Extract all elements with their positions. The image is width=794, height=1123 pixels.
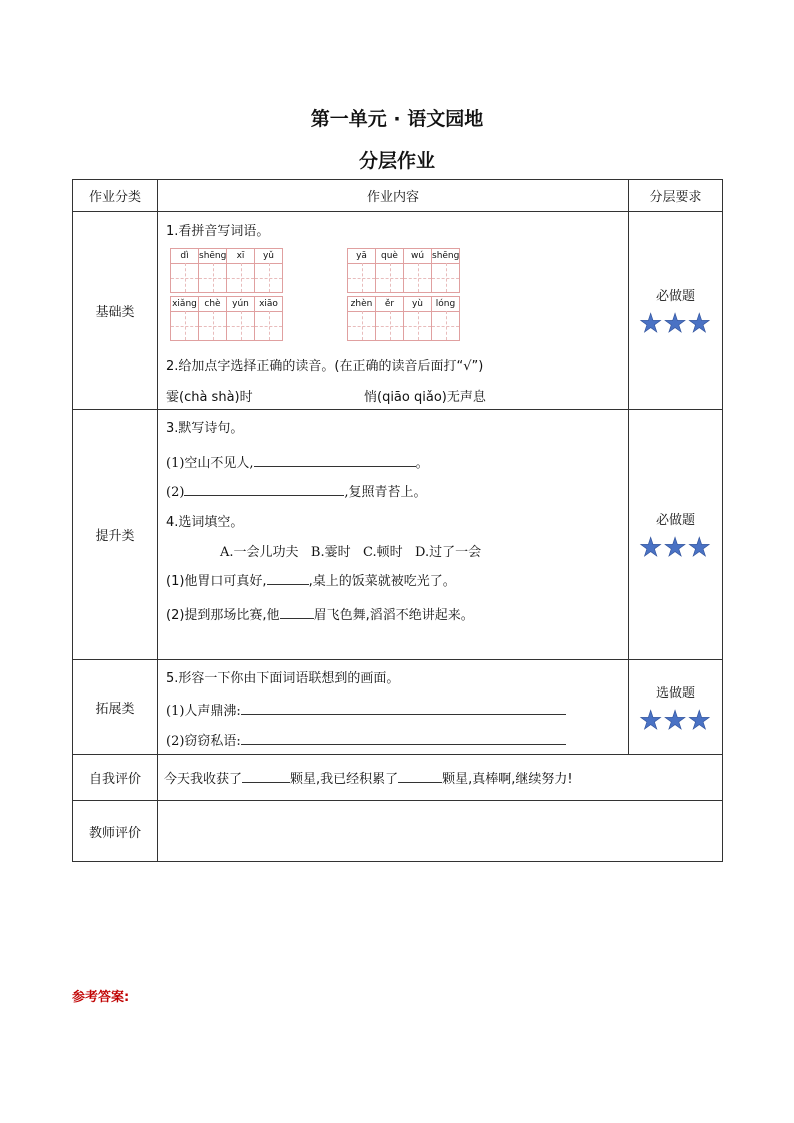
extended-requirement — [629, 660, 723, 755]
pinyin-label: xī — [227, 249, 254, 264]
pinyin-label: zhèn — [348, 297, 375, 312]
question-5: 5.形容一下你由下面词语联想到的画面。 — [166, 671, 400, 686]
question-1: 1.看拼音写词语。 — [166, 224, 270, 239]
tianzige-cell — [431, 248, 460, 293]
question-3b — [166, 481, 427, 500]
question-4b-prefix: (2)提到那场比赛,他 — [166, 608, 280, 623]
pinyin-label: yǔ — [255, 249, 282, 264]
pinyin-label: què — [376, 249, 403, 264]
pinyin-label: shēng — [199, 249, 226, 264]
self-eval-row — [73, 755, 723, 801]
homework-table — [72, 179, 723, 862]
pinyin-label: yún — [227, 297, 254, 312]
question-4b-suffix: 眉飞色舞,滔滔不绝讲起来。 — [313, 608, 474, 623]
tianzige-cell — [198, 296, 227, 341]
self-eval-category: 自我评价 — [73, 755, 158, 801]
star-rating-icon: ★★★ — [639, 533, 712, 563]
header-content: 作业内容 — [158, 180, 629, 212]
self-eval-text3: 颗星,真棒啊,继续努力! — [442, 772, 573, 787]
header-row — [73, 180, 723, 212]
pinyin-label: shēng — [432, 249, 459, 264]
answer-key-label: 参考答案: — [72, 990, 130, 1005]
extended-row — [73, 660, 723, 755]
question-4a — [166, 570, 456, 589]
question-5b — [166, 730, 566, 749]
answer-blank — [398, 770, 442, 783]
basic-content — [158, 212, 629, 410]
answer-blank — [241, 732, 566, 745]
tianzige-cell — [431, 296, 460, 341]
tianzige-cell — [254, 296, 283, 341]
tianzige-cell — [347, 296, 376, 341]
pinyin-grid — [170, 248, 282, 293]
tianzige-cell — [226, 248, 255, 293]
question-2a: 霎(chà shà)时 — [166, 390, 253, 405]
pinyin-grid — [347, 296, 459, 341]
pinyin-grid — [347, 248, 459, 293]
question-3: 3.默写诗句。 — [166, 421, 244, 436]
question-3a-suffix: 。 — [415, 456, 429, 471]
answer-blank — [242, 770, 290, 783]
advanced-category: 提升类 — [73, 410, 158, 660]
question-3a-prefix: (1)空山不见人, — [166, 456, 254, 471]
question-3b-suffix: ,复照青苔上。 — [344, 485, 427, 500]
question-2b: 悄(qiāo qiǎo)无声息 — [364, 390, 486, 405]
question-5b-label: (2)窃窃私语: — [166, 734, 241, 749]
question-5a — [166, 700, 566, 719]
pinyin-label: wú — [404, 249, 431, 264]
answer-blank — [280, 606, 314, 619]
teacher-eval-content — [158, 801, 723, 862]
word-options: A.一会儿功夫 B.霎时 C.顿时 D.过了一会 — [220, 545, 482, 560]
pinyin-label: ěr — [376, 297, 403, 312]
tianzige-cell — [403, 296, 432, 341]
pinyin-label: lóng — [432, 297, 459, 312]
answer-blank — [241, 702, 566, 715]
question-3b-prefix: (2) — [166, 485, 185, 500]
advanced-content — [158, 410, 629, 660]
extended-content — [158, 660, 629, 755]
header-requirement: 分层要求 — [629, 180, 723, 212]
answer-blank — [184, 483, 344, 496]
question-3a — [166, 452, 429, 471]
advanced-requirement — [629, 410, 723, 660]
pinyin-label: dì — [171, 249, 198, 264]
tianzige-cell — [375, 296, 404, 341]
tianzige-cell — [226, 296, 255, 341]
requirement-label: 必做题 — [655, 289, 695, 304]
teacher-eval-row — [73, 801, 723, 862]
tianzige-cell — [347, 248, 376, 293]
tianzige-cell — [254, 248, 283, 293]
pinyin-label: xiāo — [255, 297, 282, 312]
extended-category: 拓展类 — [73, 660, 158, 755]
star-rating-icon: ★★★ — [639, 309, 712, 339]
page-subtitle: 分层作业 — [358, 150, 435, 172]
question-4a-prefix: (1)他胃口可真好, — [166, 574, 267, 589]
self-eval-text1: 今天我收获了 — [164, 772, 243, 787]
requirement-label: 必做题 — [655, 513, 695, 528]
question-4: 4.选词填空。 — [166, 515, 244, 530]
pinyin-grid — [170, 296, 282, 341]
question-4b — [166, 604, 474, 623]
pinyin-label: xiǎng — [171, 297, 198, 312]
basic-requirement — [629, 212, 723, 410]
answer-blank — [254, 454, 416, 467]
question-2: 2.给加点字选择正确的读音。(在正确的读音后面打“√”) — [166, 359, 484, 374]
answer-blank — [267, 572, 309, 585]
tianzige-cell — [170, 296, 199, 341]
pinyin-label: chè — [199, 297, 226, 312]
question-4a-suffix: ,桌上的饭菜就被吃光了。 — [308, 574, 456, 589]
tianzige-cell — [198, 248, 227, 293]
advanced-row — [73, 410, 723, 660]
tianzige-cell — [170, 248, 199, 293]
self-eval-text2: 颗星,我已经积累了 — [290, 772, 399, 787]
pinyin-label: yù — [404, 297, 431, 312]
teacher-eval-category: 教师评价 — [73, 801, 158, 862]
tianzige-cell — [403, 248, 432, 293]
star-rating-icon: ★★★ — [639, 705, 712, 736]
pinyin-label: yā — [348, 249, 375, 264]
page-title: 第一单元 · 语文园地 — [310, 108, 484, 130]
header-category: 作业分类 — [73, 180, 158, 212]
tianzige-cell — [375, 248, 404, 293]
self-eval-content — [158, 755, 723, 801]
basic-row — [73, 212, 723, 410]
question-5a-label: (1)人声鼎沸: — [166, 704, 241, 719]
basic-category: 基础类 — [73, 212, 158, 410]
requirement-label: 选做题 — [655, 685, 695, 701]
